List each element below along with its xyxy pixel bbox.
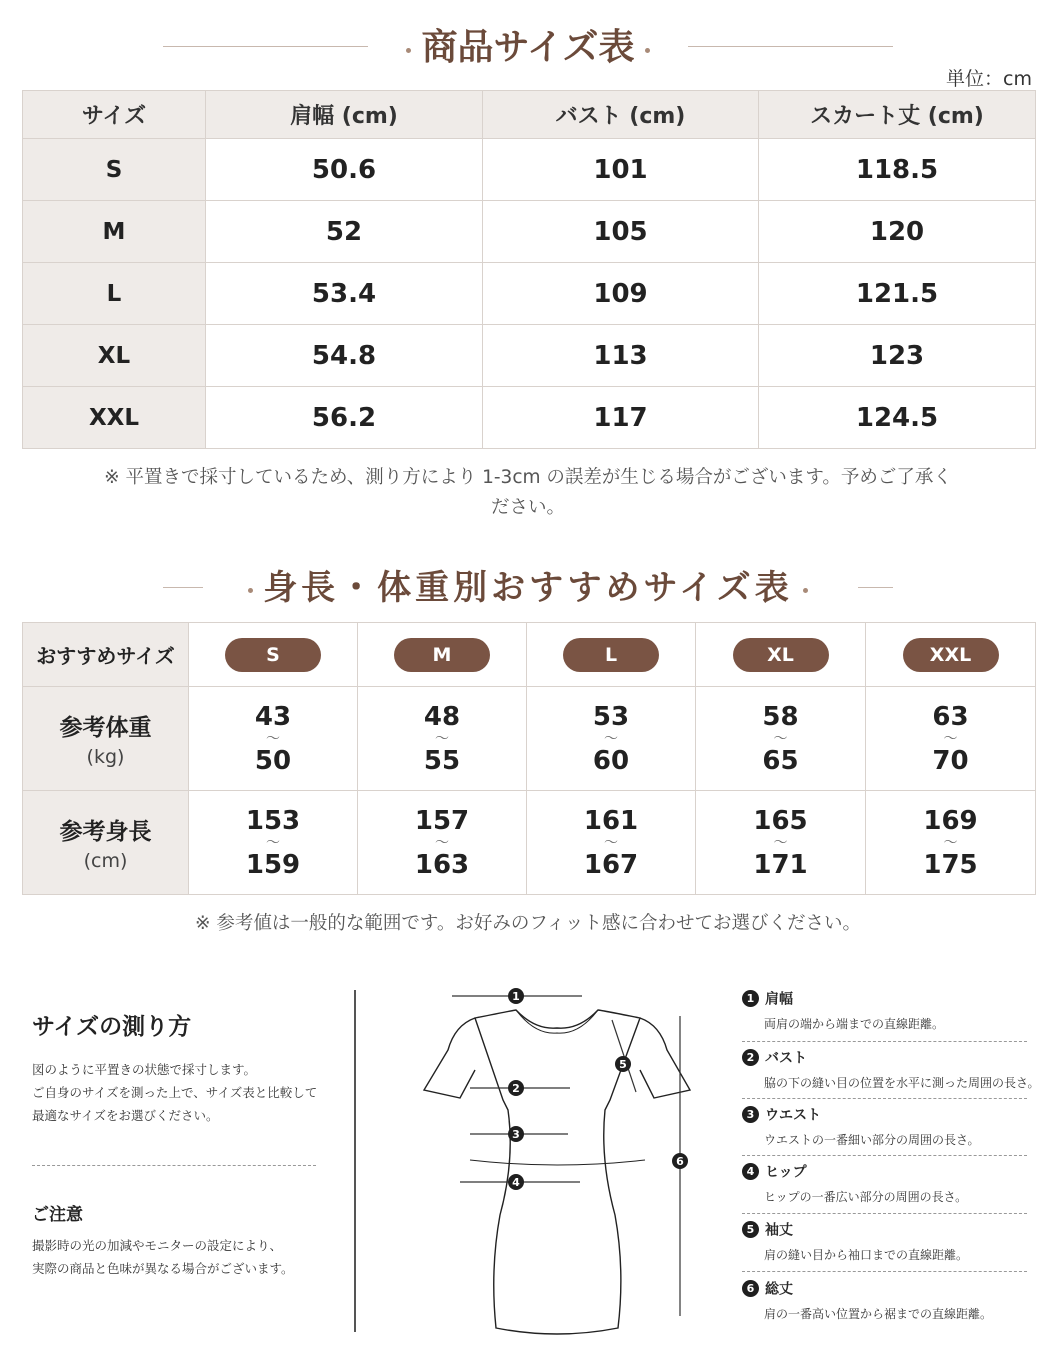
marker-2: 2 — [512, 1082, 520, 1095]
size-table — [22, 90, 1036, 449]
cell-bust: 109 — [483, 263, 759, 325]
table-row — [23, 201, 1036, 263]
weight-label: 参考体重 — [59, 715, 152, 741]
cell-skirt: 124.5 — [759, 387, 1036, 449]
size-pill-cell — [696, 623, 866, 687]
howto-text — [32, 1058, 317, 1127]
cell-size: M — [23, 201, 206, 263]
divider — [742, 1098, 1027, 1099]
diagram-markers — [508, 988, 688, 1190]
legend-name: ウエスト — [765, 1107, 821, 1124]
table-row — [23, 139, 1036, 201]
legend-item — [742, 1278, 1042, 1322]
legend-num: 3 — [742, 1106, 759, 1123]
legend-num: 5 — [742, 1221, 759, 1238]
left-sleeve — [424, 1018, 475, 1098]
cell-size: XXL — [23, 387, 206, 449]
size-pill: L — [563, 638, 659, 672]
weight-label-cell — [23, 687, 189, 791]
howto-title: サイズの測り方 — [32, 1014, 192, 1040]
height-max: 167 — [583, 849, 639, 880]
cell-shoulder: 56.2 — [206, 387, 483, 449]
legend-name: ヒップ — [765, 1164, 807, 1181]
height-label: 参考身長 — [59, 819, 152, 845]
weight-max: 50 — [254, 745, 292, 776]
legend-name: 袖丈 — [765, 1222, 793, 1239]
weight-range — [696, 687, 866, 791]
recommend-table-title — [0, 565, 1056, 611]
weight-range — [866, 687, 1036, 791]
marker-4: 4 — [512, 1176, 520, 1189]
cell-skirt: 123 — [759, 325, 1036, 387]
weight-max: 70 — [932, 745, 969, 776]
size-pill: S — [225, 638, 321, 672]
title-rule-left — [163, 587, 203, 588]
size-pill: M — [394, 638, 490, 672]
size-pill: XXL — [903, 638, 999, 672]
height-min: 161 — [583, 805, 639, 836]
cell-bust: 113 — [483, 325, 759, 387]
recommend-size-label: おすすめサイズ — [23, 623, 189, 687]
height-min: 169 — [923, 805, 978, 836]
dress-outline — [475, 1010, 640, 1334]
title-rule-right — [858, 587, 893, 588]
size-note-line2: ださい。 — [490, 497, 565, 518]
range-tilde: ～ — [435, 834, 449, 851]
legend-desc: 肩の縫い目から袖口までの直線距離。 — [764, 1247, 969, 1262]
neckline — [516, 1010, 598, 1033]
legend-num: 2 — [742, 1049, 759, 1066]
range-tilde: ～ — [943, 834, 958, 851]
title-dot-right — [645, 48, 650, 53]
cell-size: L — [23, 263, 206, 325]
size-table-title — [0, 24, 1056, 70]
height-range — [696, 791, 866, 895]
size-note — [40, 463, 1016, 523]
weight-row — [23, 687, 1036, 791]
legend-num: 6 — [742, 1280, 759, 1297]
cell-size: S — [23, 139, 206, 201]
legend-item — [742, 988, 1042, 1032]
range-tilde: ～ — [773, 730, 788, 747]
caution-line: 実際の商品と色味が異なる場合がございます。 — [32, 1261, 294, 1276]
sleeve-measure-line — [612, 1020, 636, 1092]
unit-label: 単位：cm — [946, 68, 1032, 90]
legend-item — [742, 1047, 1042, 1091]
caution-text — [32, 1234, 294, 1280]
header-skirt: スカート丈 (cm) — [759, 91, 1036, 139]
marker-1: 1 — [512, 990, 520, 1003]
legend-name: バスト — [765, 1050, 807, 1067]
cell-skirt: 118.5 — [759, 139, 1036, 201]
divider — [742, 1213, 1027, 1214]
recommend-table — [22, 622, 1036, 895]
legend-desc: 両肩の端から端までの直線距離。 — [764, 1016, 945, 1031]
height-max: 171 — [753, 849, 808, 880]
title-dot-right — [803, 588, 808, 593]
legend-desc: 肩の一番高い位置から裾までの直線距離。 — [764, 1306, 993, 1321]
legend-num: 1 — [742, 990, 759, 1007]
size-pill: XL — [733, 638, 829, 672]
right-sleeve — [640, 1018, 690, 1098]
size-pill-cell — [358, 623, 527, 687]
table-row — [23, 325, 1036, 387]
weight-min: 53 — [592, 701, 630, 732]
size-pill-cell — [866, 623, 1036, 687]
height-max: 175 — [923, 849, 978, 880]
legend-item — [742, 1219, 1042, 1263]
divider — [742, 1041, 1027, 1042]
table-row — [23, 387, 1036, 449]
legend-item — [742, 1104, 1042, 1148]
howto-line: 図のように平置きの状態で採寸します。 — [32, 1062, 257, 1077]
title-text: 商品サイズ表 — [421, 26, 635, 68]
marker-5: 5 — [619, 1058, 627, 1071]
cell-bust: 105 — [483, 201, 759, 263]
legend-name: 肩幅 — [765, 991, 793, 1008]
title-dot-left — [248, 588, 253, 593]
weight-range — [527, 687, 696, 791]
height-min: 153 — [245, 805, 301, 836]
height-label-cell — [23, 791, 189, 895]
range-tilde: ～ — [266, 834, 280, 851]
cell-shoulder: 50.6 — [206, 139, 483, 201]
caution-title: ご注意 — [32, 1205, 83, 1225]
dress-diagram — [400, 980, 710, 1340]
divider — [742, 1155, 1027, 1156]
cell-size: XL — [23, 325, 206, 387]
howto-line: ご自身のサイズを測った上で、サイズ表と比較して — [32, 1085, 318, 1100]
weight-max: 60 — [592, 745, 630, 776]
title-rule-left — [163, 46, 368, 47]
title-text: 身長・体重別おすすめサイズ表 — [263, 568, 793, 608]
legend-name: 総丈 — [765, 1281, 793, 1298]
height-range — [189, 791, 358, 895]
marker-6: 6 — [676, 1155, 684, 1168]
title-dot-left — [406, 48, 411, 53]
range-tilde: ～ — [943, 730, 958, 747]
weight-min: 43 — [254, 701, 292, 732]
legend-item — [742, 1161, 1042, 1205]
divider — [742, 1271, 1027, 1272]
weight-unit: (kg) — [86, 746, 125, 768]
cell-shoulder: 54.8 — [206, 325, 483, 387]
cell-skirt: 121.5 — [759, 263, 1036, 325]
header-shoulder: 肩幅 (cm) — [206, 91, 483, 139]
height-range — [527, 791, 696, 895]
legend-num: 4 — [742, 1163, 759, 1180]
range-tilde: ～ — [266, 730, 280, 747]
height-row — [23, 791, 1036, 895]
table-header-row — [23, 91, 1036, 139]
height-max: 163 — [414, 849, 470, 880]
cell-skirt: 120 — [759, 201, 1036, 263]
weight-range — [189, 687, 358, 791]
table-row — [23, 263, 1036, 325]
size-note-line1: ※ 平置きで採寸しているため、測り方により 1-3cm の誤差が生じる場合がございます。予めご了承く — [104, 467, 952, 488]
weight-max: 65 — [762, 745, 799, 776]
range-tilde: ～ — [604, 834, 618, 851]
weight-range — [358, 687, 527, 791]
legend-desc: 脇の下の縫い目の位置を水平に測った周囲の長さ。 — [764, 1075, 1040, 1090]
weight-min: 48 — [423, 701, 461, 732]
height-min: 165 — [753, 805, 808, 836]
divider — [32, 1165, 316, 1166]
header-size: サイズ — [23, 91, 206, 139]
vertical-divider — [354, 990, 356, 1332]
weight-max: 55 — [423, 745, 461, 776]
howto-line: 最適なサイズをお選びください。 — [32, 1108, 219, 1123]
range-tilde: ～ — [773, 834, 788, 851]
weight-min: 63 — [932, 701, 969, 732]
recommend-note: ※ 参考値は一般的な範囲です。お好みのフィット感に合わせてお選びください。 — [195, 913, 861, 934]
cell-bust: 117 — [483, 387, 759, 449]
waist-seam — [470, 1160, 645, 1165]
height-range — [866, 791, 1036, 895]
size-pill-cell — [527, 623, 696, 687]
legend-desc: ウエストの一番細い部分の周囲の長さ。 — [764, 1132, 980, 1147]
caution-line: 撮影時の光の加減やモニターの設定により、 — [32, 1238, 283, 1253]
size-pill-cell — [189, 623, 358, 687]
range-tilde: ～ — [604, 730, 618, 747]
weight-min: 58 — [762, 701, 799, 732]
legend-desc: ヒップの一番広い部分の周囲の長さ。 — [764, 1189, 968, 1204]
header-bust: バスト (cm) — [483, 91, 759, 139]
range-tilde: ～ — [435, 730, 449, 747]
title-rule-right — [688, 46, 893, 47]
height-min: 157 — [414, 805, 470, 836]
height-range — [358, 791, 527, 895]
cell-bust: 101 — [483, 139, 759, 201]
marker-3: 3 — [512, 1128, 520, 1141]
height-unit: (cm) — [83, 850, 128, 872]
cell-shoulder: 53.4 — [206, 263, 483, 325]
recommend-size-row — [23, 623, 1036, 687]
cell-shoulder: 52 — [206, 201, 483, 263]
height-max: 159 — [245, 849, 301, 880]
